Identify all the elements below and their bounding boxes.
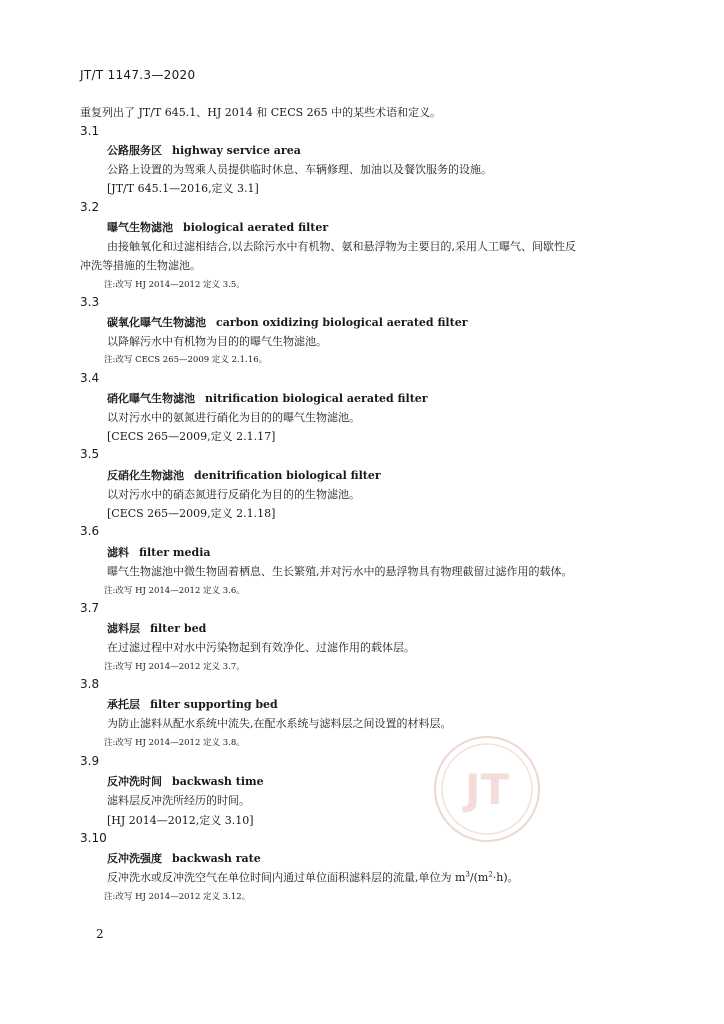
term-heading	[107, 773, 264, 789]
term-note: 注:改写 HJ 2014—2012 定义 3.8。	[104, 738, 245, 748]
svg-text:JT: JT	[464, 765, 510, 814]
standard-code-header: JT/T 1147.3—2020	[80, 68, 196, 82]
clause-number: 3.4	[80, 371, 100, 385]
term-definition: 以降解污水中有机物为目的的曝气生物滤池。	[107, 335, 327, 348]
term-zh: 碳氧化曝气生物滤池	[107, 316, 206, 329]
term-en: backwash rate	[172, 852, 261, 865]
clause-number: 3.6	[80, 524, 100, 538]
term-zh: 硝化曝气生物滤池	[107, 392, 195, 405]
term-en: highway service area	[172, 144, 301, 157]
term-en: backwash time	[172, 775, 264, 788]
definition-text: /(m	[469, 871, 489, 884]
term-heading	[107, 544, 211, 560]
term-source: [HJ 2014—2012,定义 3.10]	[107, 814, 254, 827]
term-definition: 在过滤过程中对水中污染物起到有效净化、过滤作用的载体层。	[107, 641, 415, 654]
term-en: filter media	[139, 546, 211, 559]
term-zh: 承托层	[107, 698, 140, 711]
superscript-3: 3	[465, 870, 470, 879]
clause-number: 3.9	[80, 754, 100, 768]
term-source: [CECS 265—2009,定义 2.1.17]	[107, 430, 276, 443]
term-heading	[107, 390, 428, 406]
superscript-2: 2	[488, 870, 493, 879]
term-zh: 公路服务区	[107, 144, 162, 157]
term-heading	[107, 850, 261, 866]
term-zh: 反硝化生物滤池	[107, 469, 184, 482]
term-definition	[107, 869, 519, 885]
term-definition: 以对污水中的氨氮进行硝化为目的的曝气生物滤池。	[107, 411, 360, 424]
jt-watermark-seal	[432, 734, 542, 844]
term-zh: 滤料	[107, 546, 129, 559]
term-heading	[107, 314, 468, 330]
term-heading	[107, 219, 328, 235]
definition-text: ·h)。	[492, 871, 519, 884]
intro-paragraph: 重复列出了 JT/T 645.1、HJ 2014 和 CECS 265 中的某些术语和定义。	[80, 106, 442, 119]
term-zh: 反冲洗时间	[107, 775, 162, 788]
clause-number: 3.8	[80, 677, 100, 691]
term-en: carbon oxidizing biological aerated filter	[216, 316, 468, 329]
term-zh: 曝气生物滤池	[107, 221, 173, 234]
term-note: 注:改写 CECS 265—2009 定义 2.1.16。	[104, 355, 268, 365]
term-heading	[107, 696, 278, 712]
term-definition: 由接触氧化和过滤相结合,以去除污水中有机物、氨和悬浮物为主要目的,采用人工曝气、间歇性反	[107, 240, 576, 253]
term-note: 注:改写 HJ 2014—2012 定义 3.12。	[104, 892, 251, 902]
clause-number: 3.1	[80, 124, 100, 138]
term-definition-continued: 冲洗等措施的生物滤池。	[80, 259, 201, 272]
page-number: 2	[96, 927, 104, 941]
term-note: 注:改写 HJ 2014—2012 定义 3.6。	[104, 586, 245, 596]
clause-number: 3.2	[80, 200, 100, 214]
term-heading	[107, 142, 301, 158]
term-source: [CECS 265—2009,定义 2.1.18]	[107, 507, 276, 520]
term-definition: 滤料层反冲洗所经历的时间。	[107, 794, 250, 807]
term-definition: 为防止滤料从配水系统中流失,在配水系统与滤料层之间设置的材料层。	[107, 717, 452, 730]
term-note: 注:改写 HJ 2014—2012 定义 3.5。	[104, 280, 245, 290]
term-source: [JT/T 645.1—2016,定义 3.1]	[107, 182, 259, 195]
clause-number: 3.10	[80, 831, 107, 845]
term-zh: 滤料层	[107, 622, 140, 635]
term-definition: 以对污水中的硝态氮进行反硝化为目的的生物滤池。	[107, 488, 360, 501]
term-en: filter bed	[150, 622, 207, 635]
term-en: nitrification biological aerated filter	[205, 392, 428, 405]
term-note: 注:改写 HJ 2014—2012 定义 3.7。	[104, 662, 245, 672]
clause-number: 3.3	[80, 295, 100, 309]
clause-number: 3.7	[80, 601, 100, 615]
term-definition: 公路上设置的为驾乘人员提供临时休息、车辆修理、加油以及餐饮服务的设施。	[107, 163, 492, 176]
term-heading	[107, 467, 381, 483]
term-heading	[107, 620, 206, 636]
term-definition: 曝气生物滤池中微生物固着栖息、生长繁殖,并对污水中的悬浮物具有物理截留过滤作用的载体。	[107, 565, 573, 578]
term-en: denitrification biological filter	[194, 469, 381, 482]
definition-text: 反冲洗水或反冲洗空气在单位时间内通过单位面积滤料层的流量,单位为 m	[107, 871, 466, 884]
term-en: biological aerated filter	[183, 221, 329, 234]
term-en: filter supporting bed	[150, 698, 278, 711]
clause-number: 3.5	[80, 447, 100, 461]
term-zh: 反冲洗强度	[107, 852, 162, 865]
